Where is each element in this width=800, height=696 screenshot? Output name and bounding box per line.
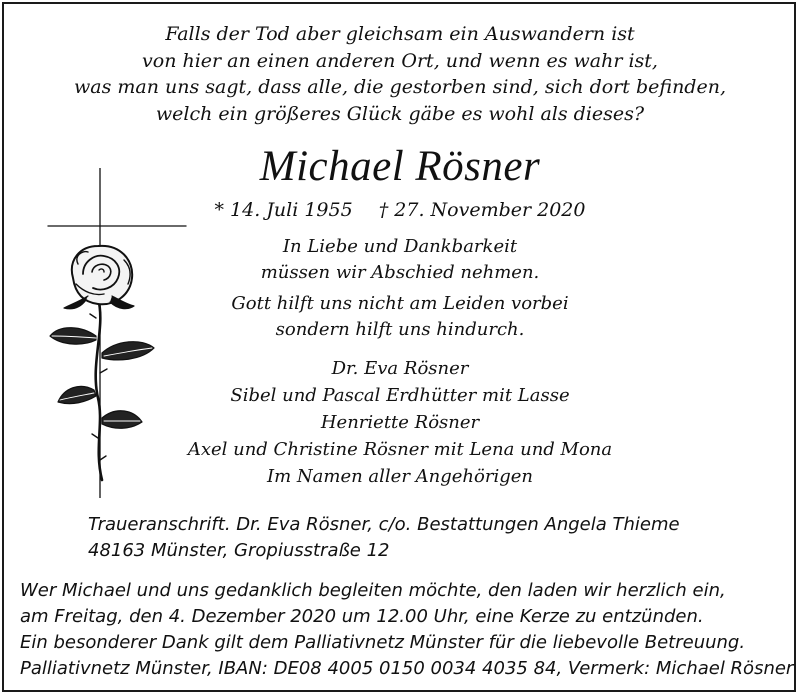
mourner-line: Im Namen aller Angehörigen — [267, 466, 533, 487]
mourner-line: Axel und Christine Rösner mit Lena und Mona — [187, 439, 613, 460]
mourner-line: Sibel und Pascal Erdhütter mit Lasse — [230, 385, 570, 406]
note-line: Ein besonderer Dank gilt dem Palliativnetz Münster für die liebevolle Betreuung. — [20, 632, 746, 653]
note-line: Palliativnetz Münster, IBAN: DE08 4005 0150 0034 4035 84, Vermerk: Michael Rösner — [20, 658, 794, 679]
message-line: sondern hilft uns hindurch. — [275, 319, 525, 340]
deceased-name: Michael Rösner — [259, 143, 541, 190]
message-line: In Liebe und Dankbarkeit — [282, 236, 518, 257]
note-line: am Freitag, den 4. Dezember 2020 um 12.00 Uhr, eine Kerze zu entzünden. — [20, 606, 704, 627]
message-line: Gott hilft uns nicht am Leiden vorbei — [231, 293, 569, 314]
message-line: müssen wir Abschied nehmen. — [260, 262, 540, 283]
poem-quote — [0, 21, 800, 127]
mourner-line: Henriette Rösner — [320, 412, 480, 433]
address-line: Traueranschrift. Dr. Eva Rösner, c/o. Bestattungen Angela Thieme — [88, 514, 680, 535]
poem-line: welch ein größeres Glück gäbe es wohl als dieses? — [155, 102, 645, 125]
death-date: † 27. November 2020 — [378, 199, 586, 221]
closing-notes — [20, 578, 793, 682]
note-line: Wer Michael und uns gedanklich begleiten möchte, den laden wir herzlich ein, — [20, 580, 726, 601]
birth-date: * 14. Juli 1955 — [214, 199, 353, 221]
poem-line: von hier an einen anderen Ort, und wenn es wahr ist, — [142, 49, 658, 72]
mourner-line: Dr. Eva Rösner — [331, 358, 469, 379]
address-line: 48163 Münster, Gropiusstraße 12 — [88, 540, 390, 561]
poem-line: was man uns sagt, dass alle, die gestorben sind, sich dort befinden, — [74, 76, 726, 98]
cross-with-rose-icon — [38, 168, 188, 498]
poem-line: Falls der Tod aber gleichsam ein Auswandern ist — [165, 23, 635, 45]
mourning-address — [88, 512, 680, 564]
